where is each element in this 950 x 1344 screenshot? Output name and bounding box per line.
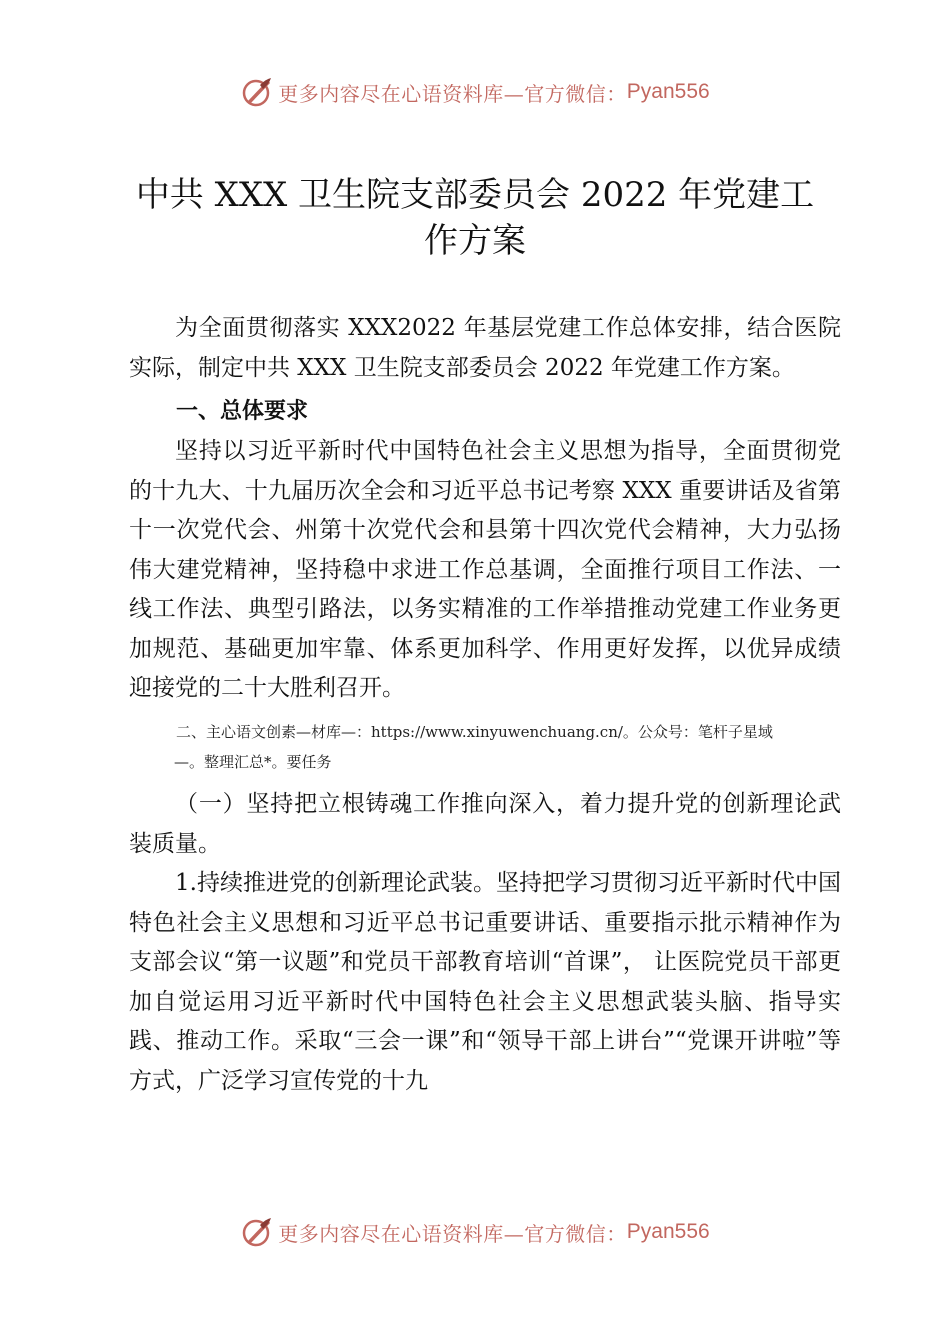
banner-text: 更多内容尽在心语资料库—官方微信：	[278, 81, 627, 106]
section1-paragraph: 坚持以习近平新时代中国特色社会主义思想为指导，全面贯彻党的十九大、十九届历次全会和习近平总书记考察 XXX 重要讲话及省第十一次党代会、州第十次党代会和县第十四次党代会精神，大力弘扬伟大建党精神，坚持稳中求进工作总基调，全面推行项目工作法、一线工作法、典型引路法，以务实精准的工作举措推动党建工作业务更加规范、基础更加牢靠、体系更加科学、作用更好发挥，以优异成绩迎接党的二十大胜利召开。	[129, 438, 841, 701]
subsection-1-paragraph: （一）坚持把立根铸魂工作推向深入，着力提升党的创新理论武装质量。	[129, 791, 841, 857]
section2-note-line-2: —。整理汇总*。要任务	[174, 753, 332, 771]
banner-text: 更多内容尽在心语资料库—官方微信：	[278, 1221, 627, 1246]
title-line-1: 中共 XXX 卫生院支部委员会 2022 年党建工	[135, 175, 815, 215]
banner-wechat-id: Pyan556	[626, 1220, 710, 1243]
section2-note-line-1: 二、主心语文创素—材库—：https://www.xinyuwenchuang.cn/。公众号：笔杆子星域	[176, 723, 773, 741]
quill-logo-icon	[240, 1215, 274, 1249]
document-title	[110, 172, 840, 264]
intro-paragraph: 为全面贯彻落实 XXX2022 年基层党建工作总体安排，结合医院实际，制定中共 XXX 卫生院支部委员会 2022 年党建工作方案。	[129, 315, 841, 381]
section2-heading-note	[176, 717, 846, 777]
section-heading-general-requirements: 一、总体要求	[176, 399, 309, 424]
title-line-2: 作方案	[424, 221, 526, 261]
footer-banner	[0, 1212, 950, 1252]
quill-logo-icon	[240, 75, 274, 109]
banner-wechat-id: Pyan556	[626, 80, 710, 103]
item-1-paragraph: 1.持续推进党的创新理论武装。坚持把学习贯彻习近平新时代中国特色社会主义思想和习近平总书记重要讲话、重要指示批示精神作为支部会议“第一议题”和党员干部教育培训“首课”， 让医院党员干部更加自觉运用习近平新时代中国特色社会主义思想武装头脑、指导实践、推动工作。采取“三会一课”和“领导干部上讲台”“党课开讲啦”等方式，广泛学习宣传党的十九	[129, 870, 841, 1094]
header-banner	[0, 72, 950, 112]
